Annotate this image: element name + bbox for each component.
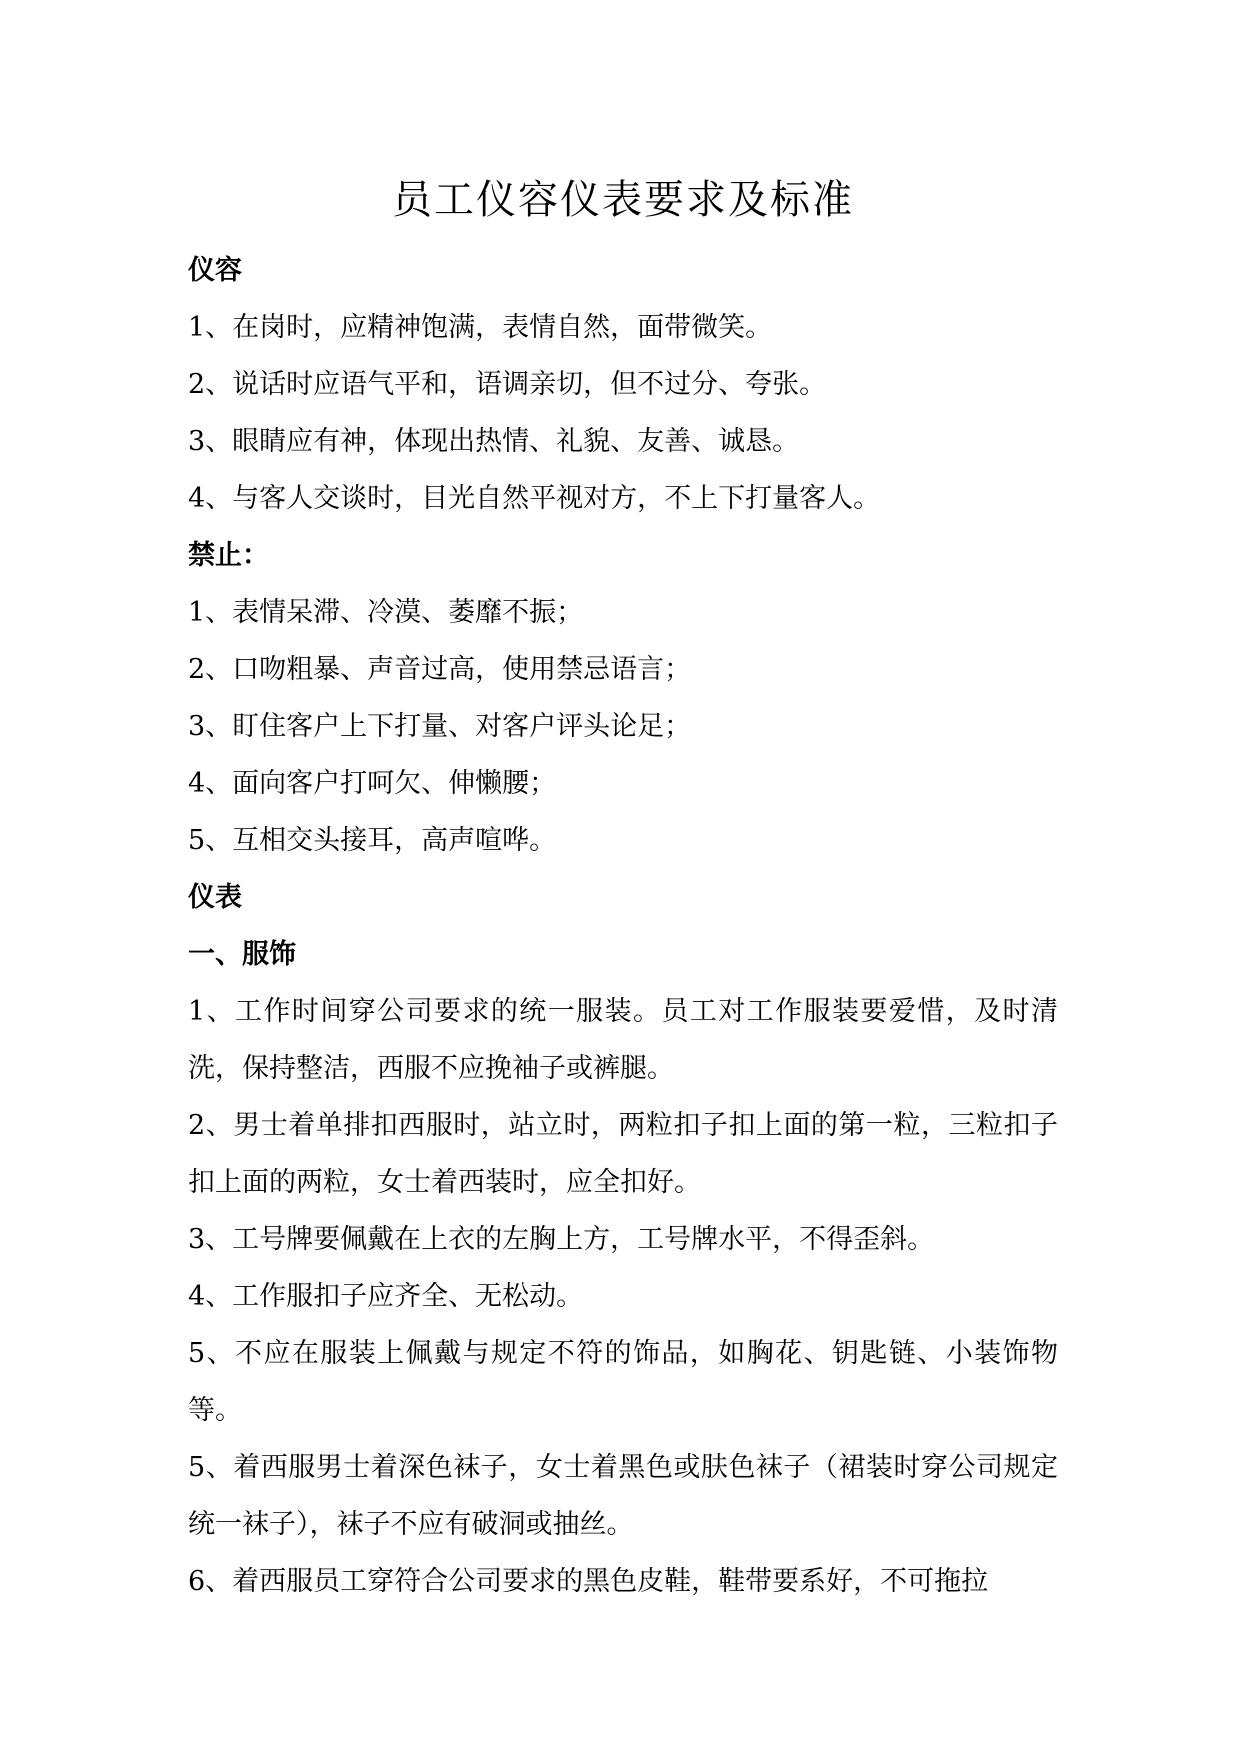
section-heading-grooming: 仪表 <box>188 882 242 913</box>
attire-item-1: 1、工作时间穿公司要求的统一服装。员工对工作服装要爱惜，及时清洗，保持整洁，西服不应挽袖子或裤腿。 <box>188 996 1058 1084</box>
document-title: 员工仪容仪表要求及标准 <box>392 177 854 223</box>
attire-item-7: 6、着西服员工穿符合公司要求的黑色皮鞋，鞋带要系好，不可拖拉 <box>188 1566 989 1597</box>
appearance-item-4: 4、与客人交谈时，目光自然平视对方，不上下打量客人。 <box>188 483 881 514</box>
section-heading-prohibited: 禁止： <box>188 540 269 571</box>
section-heading-attire: 一、服饰 <box>188 939 296 970</box>
attire-item-2: 2、男士着单排扣西服时，站立时，两粒扣子扣上面的第一粒，三粒扣子扣上面的两粒，女士着西装时，应全扣好。 <box>188 1110 1058 1198</box>
attire-item-3: 3、工号牌要佩戴在上衣的左胸上方，工号牌水平，不得歪斜。 <box>188 1224 935 1255</box>
appearance-item-3: 3、眼睛应有神，体现出热情、礼貌、友善、诚恳。 <box>188 426 800 457</box>
prohibited-item-3: 3、盯住客户上下打量、对客户评头论足； <box>188 711 692 742</box>
prohibited-item-2: 2、口吻粗暴、声音过高，使用禁忌语言； <box>188 654 692 685</box>
prohibited-item-4: 4、面向客户打呵欠、伸懒腰； <box>188 768 557 799</box>
attire-item-6: 5、着西服男士着深色袜子，女士着黑色或肤色袜子（裙装时穿公司规定统一袜子），袜子不应有破洞或抽丝。 <box>188 1452 1058 1540</box>
prohibited-item-5: 5、互相交头接耳，高声喧哗。 <box>188 825 557 856</box>
prohibited-item-1: 1、表情呆滞、冷漠、萎靡不振； <box>188 597 584 628</box>
appearance-item-2: 2、说话时应语气平和，语调亲切，但不过分、夸张。 <box>188 369 827 400</box>
attire-item-4: 4、工作服扣子应齐全、无松动。 <box>188 1281 584 1312</box>
section-heading-appearance: 仪容 <box>188 255 242 286</box>
document-body <box>188 170 1058 1610</box>
attire-item-5: 5、不应在服装上佩戴与规定不符的饰品，如胸花、钥匙链、小装饰物等。 <box>188 1338 1058 1426</box>
appearance-item-1: 1、在岗时，应精神饱满，表情自然，面带微笑。 <box>188 312 773 343</box>
